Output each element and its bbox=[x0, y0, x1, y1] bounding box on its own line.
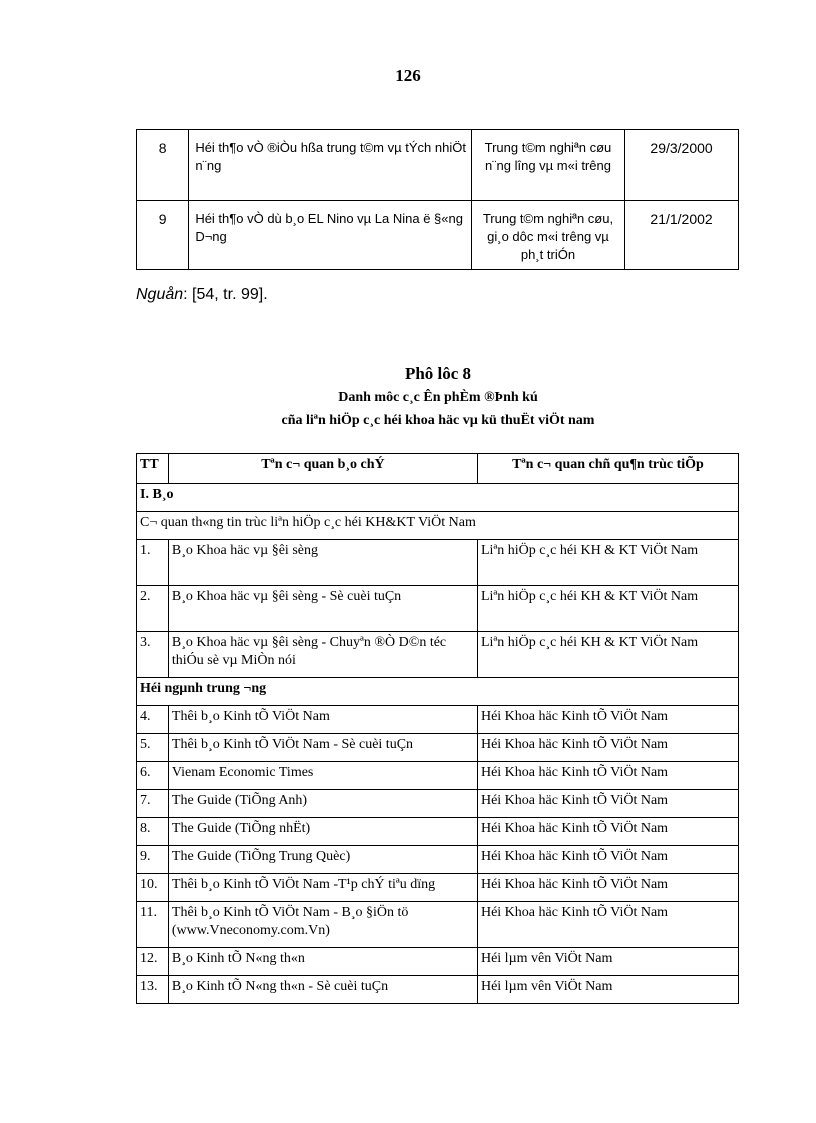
appendix-subtitle-2: cña liªn hiÖp c¸c héi khoa häc vµ kü thuËt viÖt nam bbox=[281, 413, 595, 428]
table-row bbox=[137, 586, 739, 632]
owner-name: Héi Khoa häc Kinh tÕ ViÖt Nam bbox=[477, 762, 738, 790]
owner-name: Héi lµm vên ViÖt Nam bbox=[477, 976, 738, 1004]
table-row bbox=[137, 734, 739, 762]
table-row bbox=[137, 874, 739, 902]
owner-name: Héi Khoa häc Kinh tÕ ViÖt Nam bbox=[477, 902, 738, 948]
row-number: 10. bbox=[137, 874, 169, 902]
owner-name: Héi Khoa häc Kinh tÕ ViÖt Nam bbox=[477, 818, 738, 846]
table-row bbox=[137, 201, 739, 270]
publication-name: B¸o Khoa häc vµ §êi sèng - Sè cuèi tuÇn bbox=[168, 586, 477, 632]
publication-name: Thêi b¸o Kinh tÕ ViÖt Nam - Sè cuèi tuÇn bbox=[168, 734, 477, 762]
subsection-heading: Héi ngµnh trung ¬ng bbox=[137, 678, 739, 706]
page-number: 126 bbox=[395, 66, 421, 85]
row-number: 7. bbox=[137, 790, 169, 818]
row-number: 6. bbox=[137, 762, 169, 790]
row-number: 5. bbox=[137, 734, 169, 762]
appendix-title: Phô lôc 8 bbox=[404, 364, 472, 383]
section-row bbox=[137, 484, 739, 512]
row-number: 9. bbox=[137, 846, 169, 874]
row-number: 1. bbox=[137, 540, 169, 586]
row-number: 4. bbox=[137, 706, 169, 734]
source-label: Nguån bbox=[136, 286, 184, 303]
subsection-heading: C¬ quan th«ng tin trùc liªn hiÖp c¸c héi KH&KT ViÖt Nam bbox=[137, 512, 739, 540]
publication-name: Thêi b¸o Kinh tÕ ViÖt Nam -T¹p chÝ tiªu dïng bbox=[168, 874, 477, 902]
table-row bbox=[137, 976, 739, 1004]
event-name: Héi th¶o vÒ dù b¸o EL Nino vµ La Nina ë §«ng D¬ng bbox=[189, 201, 471, 270]
source-reference: : [54, tr. 99]. bbox=[183, 286, 268, 303]
header-tt: TT bbox=[137, 454, 169, 484]
row-number: 8 bbox=[137, 130, 189, 201]
owner-name: Héi Khoa häc Kinh tÕ ViÖt Nam bbox=[477, 734, 738, 762]
publication-name: The Guide (TiÕng Anh) bbox=[168, 790, 477, 818]
publication-name: B¸o Kinh tÕ N«ng th«n bbox=[168, 948, 477, 976]
publication-name: B¸o Khoa häc vµ §êi sèng - Chuyªn ®Ò D©n téc thiÓu sè vµ MiÒn nói bbox=[168, 632, 477, 678]
table-row bbox=[137, 762, 739, 790]
table-header-row bbox=[137, 454, 739, 484]
subsection-row bbox=[137, 678, 739, 706]
table-row bbox=[137, 818, 739, 846]
event-date: 29/3/2000 bbox=[625, 130, 739, 201]
table-row bbox=[137, 948, 739, 976]
section-heading: I. B¸o bbox=[137, 484, 739, 512]
header-owner: Tªn c¬ quan chñ qu¶n trùc tiÕp bbox=[477, 454, 738, 484]
publication-name: Thêi b¸o Kinh tÕ ViÖt Nam bbox=[168, 706, 477, 734]
table-row bbox=[137, 540, 739, 586]
source-note bbox=[136, 286, 268, 304]
event-date: 21/1/2002 bbox=[625, 201, 739, 270]
owner-name: Héi Khoa häc Kinh tÕ ViÖt Nam bbox=[477, 790, 738, 818]
owner-name: Héi lµm vên ViÖt Nam bbox=[477, 948, 738, 976]
table-row bbox=[137, 706, 739, 734]
publication-name: The Guide (TiÕng Trung Quèc) bbox=[168, 846, 477, 874]
owner-name: Liªn hiÖp c¸c héi KH & KT ViÖt Nam bbox=[477, 540, 738, 586]
organizer: Trung t©m nghiªn cøu, gi¸o dôc m«i trêng vµ ph¸t triÓn bbox=[471, 201, 624, 270]
table-row bbox=[137, 632, 739, 678]
subsection-row bbox=[137, 512, 739, 540]
table-row bbox=[137, 130, 739, 201]
row-number: 8. bbox=[137, 818, 169, 846]
row-number: 11. bbox=[137, 902, 169, 948]
row-number: 2. bbox=[137, 586, 169, 632]
event-name: Héi th¶o vÒ ®iÒu hßa trung t©m vµ tÝch nhiÖt n¨ng bbox=[189, 130, 471, 201]
publications-table bbox=[136, 453, 739, 1004]
header-publication: Tªn c¬ quan b¸o chÝ bbox=[168, 454, 477, 484]
row-number: 13. bbox=[137, 976, 169, 1004]
row-number: 3. bbox=[137, 632, 169, 678]
owner-name: Héi Khoa häc Kinh tÕ ViÖt Nam bbox=[477, 846, 738, 874]
publication-name: Thêi b¸o Kinh tÕ ViÖt Nam - B¸o §iÖn tö (www.Vneconomy.com.Vn) bbox=[168, 902, 477, 948]
publication-name: B¸o Kinh tÕ N«ng th«n - Sè cuèi tuÇn bbox=[168, 976, 477, 1004]
events-table-continued bbox=[136, 129, 739, 270]
table-row bbox=[137, 790, 739, 818]
owner-name: Héi Khoa häc Kinh tÕ ViÖt Nam bbox=[477, 706, 738, 734]
organizer: Trung t©m nghiªn cøu n¨ng lîng vµ m«i trêng bbox=[471, 130, 624, 201]
publication-name: B¸o Khoa häc vµ §êi sèng bbox=[168, 540, 477, 586]
table-row bbox=[137, 902, 739, 948]
owner-name: Héi Khoa häc Kinh tÕ ViÖt Nam bbox=[477, 874, 738, 902]
appendix-subtitle: Danh môc c¸c Ên phÈm ®Þnh kú bbox=[338, 390, 538, 405]
publication-name: Vienam Economic Times bbox=[168, 762, 477, 790]
publication-name: The Guide (TiÕng nhËt) bbox=[168, 818, 477, 846]
owner-name: Liªn hiÖp c¸c héi KH & KT ViÖt Nam bbox=[477, 586, 738, 632]
table-row bbox=[137, 846, 739, 874]
row-number: 9 bbox=[137, 201, 189, 270]
row-number: 12. bbox=[137, 948, 169, 976]
owner-name: Liªn hiÖp c¸c héi KH & KT ViÖt Nam bbox=[477, 632, 738, 678]
